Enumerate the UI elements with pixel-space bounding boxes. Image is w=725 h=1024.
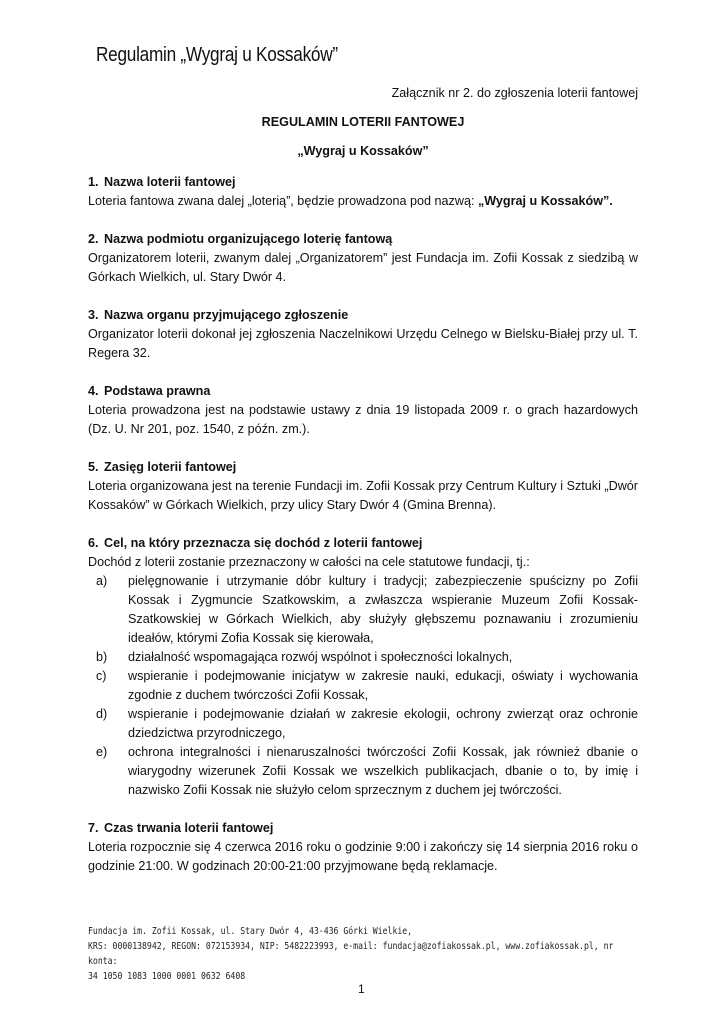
section-number: 5. (88, 460, 99, 474)
document-header-title: Regulamin „Wygraj u Kossaków” (96, 44, 338, 66)
document-footer (88, 924, 645, 984)
section-number: 6. (88, 536, 99, 550)
section-heading (88, 382, 638, 401)
section-heading (88, 306, 638, 325)
list-item-letter: d) (96, 707, 108, 721)
section-heading (88, 458, 638, 477)
document-title: REGULAMIN LOTERII FANTOWEJ (261, 115, 465, 129)
page-number: 1 (358, 982, 365, 996)
section-4 (88, 382, 638, 439)
section-1 (88, 173, 638, 211)
list-item-text: wspieranie i podejmowanie inicjatyw w zakresie nauki, edukacji, oświaty i wychowania zgodnie z duchem twórczości Zofii Kossak, (128, 669, 638, 702)
list-item (88, 705, 638, 743)
footer-registry: KRS: 0000138942, REGON: 072153934, NIP: 5482223993, e-mail: fundacja@zofiakossak.pl, www.zofiakossak.pl, nr konta: (88, 941, 614, 967)
section-title: Nazwa podmiotu organizującego loterię fantową (104, 232, 393, 246)
section-5 (88, 458, 638, 515)
section-number: 3. (88, 308, 99, 322)
list-item-text: pielęgnowanie i utrzymanie dóbr kultury i tradycji; zabezpieczenie spuścizny po Zofii Kossak i Zygmuncie Szatkowskim, a zwłaszcza wspieranie Muzeum Zofii Kossak-Szatkowskiej w Górkach Wielkich, aby służyły głębszemu poznawaniu i zrozumieniu ideałów, którymi Zofia Kossak się kierowała, (128, 574, 638, 645)
list-item (88, 743, 638, 800)
footer-address: Fundacja im. Zofii Kossak, ul. Stary Dwór 4, 43-436 Górki Wielkie, (88, 926, 413, 937)
section-title: Zasięg loterii fantowej (104, 460, 237, 474)
section-text-regular: Loteria fantowa zwana dalej „loterią”, będzie prowadzona pod nazwą: (88, 194, 478, 208)
section-number: 2. (88, 232, 99, 246)
section-number: 1. (88, 175, 99, 189)
section-text: Loteria rozpocznie się 4 czerwca 2016 roku o godzinie 9:00 i zakończy się 14 sierpnia 2016 roku o godzinie 21:00. W godzinach 20:00-21:00 przyjmowane będą reklamacje. (88, 840, 638, 873)
list-item-letter: e) (96, 745, 108, 759)
list-item-text: działalność wspomagająca rozwój wspólnot i społeczności lokalnych, (128, 650, 513, 664)
list-item-text: wspieranie i podejmowanie działań w zakresie ekologii, ochrony zwierząt oraz ochronie dziedzictwa przyrodniczego, (128, 707, 638, 740)
section-heading (88, 230, 638, 249)
section-2 (88, 230, 638, 287)
purpose-list (88, 572, 638, 800)
lottery-name-bold: „Wygraj u Kossaków”. (477, 194, 613, 208)
annex-note: Załącznik nr 2. do zgłoszenia loterii fantowej (391, 86, 638, 100)
section-title: Cel, na który przeznacza się dochód z loterii fantowej (104, 536, 423, 550)
list-item-text: ochrona integralności i nienaruszalności twórczości Zofii Kossak, jak również dbanie o wiarygodny wizerunek Zofii Kossak we wszelkich publikacjach, dbanie o to, by imię i nazwisko Zofii Kossak nie służyło celom sprzecznym z duchem jej twórczości. (128, 745, 638, 797)
section-number: 4. (88, 384, 99, 398)
section-heading (88, 534, 638, 553)
section-7 (88, 819, 638, 876)
section-text (88, 192, 638, 211)
list-item (88, 572, 638, 648)
list-item-letter: b) (96, 650, 108, 664)
section-heading (88, 819, 638, 838)
section-title: Podstawa prawna (104, 384, 211, 398)
section-title: Nazwa organu przyjmującego zgłoszenie (104, 308, 349, 322)
section-title: Czas trwania loterii fantowej (104, 821, 274, 835)
section-number: 7. (88, 821, 99, 835)
section-3 (88, 306, 638, 363)
document-subtitle: „Wygraj u Kossaków” (297, 144, 429, 158)
list-item-letter: c) (96, 669, 107, 683)
section-text: Loteria organizowana jest na terenie Fundacji im. Zofii Kossak przy Centrum Kultury i Sztuki „Dwór Kossaków” w Górkach Wielkich, przy ulicy Stary Dwór 4 (Gmina Brenna). (88, 479, 638, 512)
list-item (88, 648, 638, 667)
list-item (88, 667, 638, 705)
list-item-letter: a) (96, 574, 108, 588)
section-heading (88, 173, 638, 192)
section-text: Loteria prowadzona jest na podstawie ustawy z dnia 19 listopada 2009 r. o grach hazardowych (Dz. U. Nr 201, poz. 1540, z późn. zm.). (88, 403, 638, 436)
section-title: Nazwa loterii fantowej (104, 175, 236, 189)
document-body (88, 84, 638, 895)
section-6 (88, 534, 638, 800)
section-text: Dochód z loterii zostanie przeznaczony w całości na cele statutowe fundacji, tj.: (88, 555, 530, 569)
section-text: Organizatorem loterii, zwanym dalej „Organizatorem” jest Fundacja im. Zofii Kossak z siedzibą w Górkach Wielkich, ul. Stary Dwór 4. (88, 251, 638, 284)
footer-account: 34 1050 1083 1000 0001 0632 6408 (88, 971, 246, 982)
section-text: Organizator loterii dokonał jej zgłoszenia Naczelnikowi Urzędu Celnego w Bielsku-Białej przy ul. T. Regera 32. (88, 327, 638, 360)
